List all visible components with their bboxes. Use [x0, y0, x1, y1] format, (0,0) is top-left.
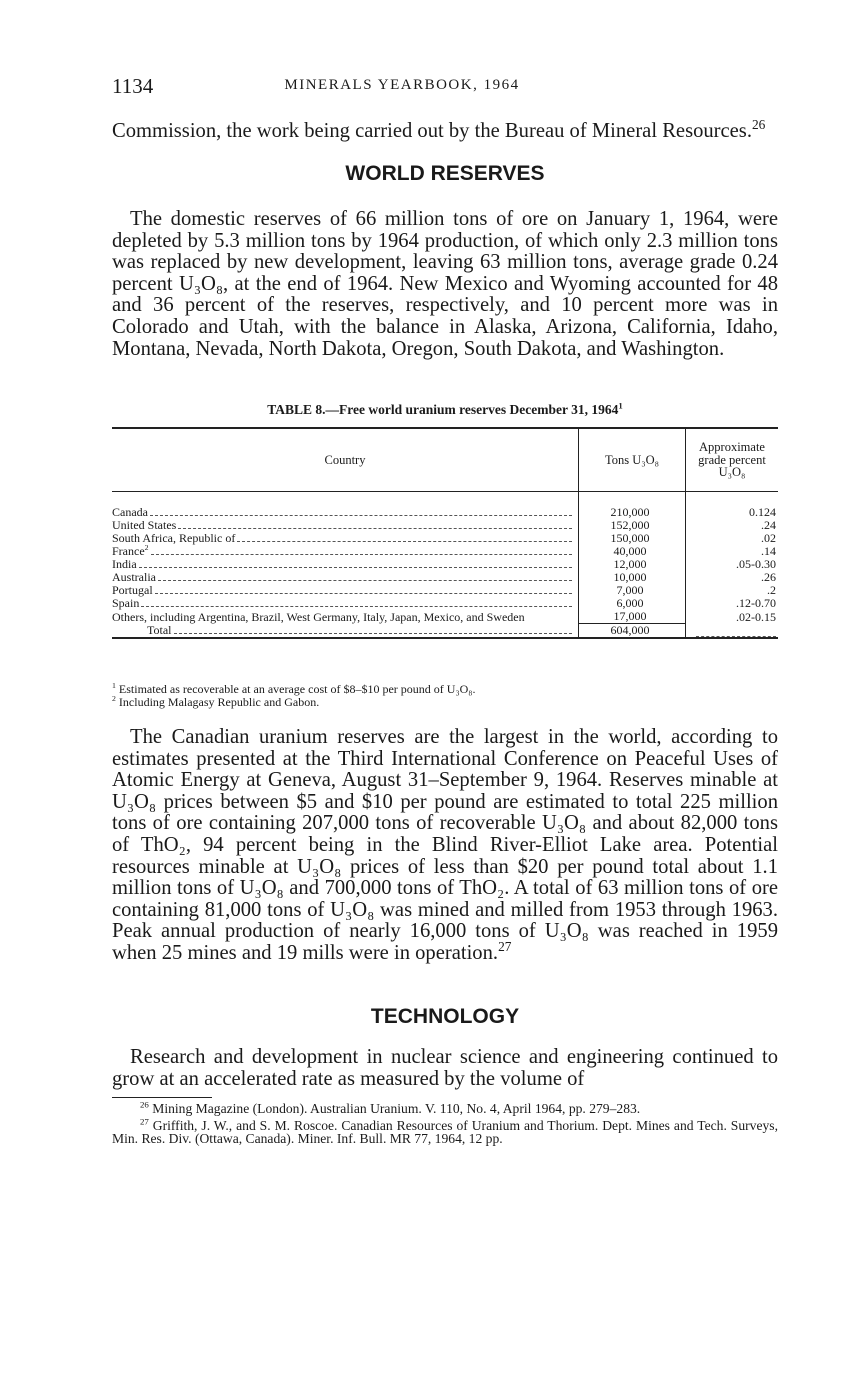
grade-value: .12-0.70: [736, 596, 776, 611]
world-reserves-paragraph: The domestic reserves of 66 million tons of ore on January 1, 1964, were depleted by 5.3 million tons by 1964 production, of which only 2.3 million tons was replaced by new development, leaving 63 million tons, average grade 0.24 percent U₃O₈, at the end of 1964. New Mexico and Wyoming accounted for 48 and 36 percent of the reserves, respectively, and 10 percent more was in Colorado and Utah, with the balance in Alaska, Arizona, California, Idaho, Montana, Nevada, North Dakota, Oregon, South Dakota, and Washington.: [112, 208, 778, 360]
footnote-ref-27: 27: [498, 939, 512, 955]
country-name: India: [112, 557, 137, 571]
grade-value: .02-0.15: [736, 609, 776, 624]
grade-value: .24: [761, 518, 776, 533]
table-row: [112, 492, 778, 520]
country-name: Canada: [112, 505, 148, 519]
grade-value: .02: [761, 531, 776, 546]
grade-value: .26: [761, 570, 776, 585]
column-header-tons: Tons U₃O₈: [579, 428, 686, 492]
row-footnote-ref: 2: [144, 543, 149, 552]
country-name: Others, including Argentina, Brazil, West Germany, Italy, Japan, Mexico, and Sweden: [112, 609, 525, 624]
tons-value: 40,000: [579, 545, 686, 558]
tons-value: 6,000: [579, 597, 686, 610]
table-notes: [112, 683, 778, 709]
footnote-ref-26: 26: [751, 117, 766, 133]
table-caption-text: TABLE 8.—Free world uranium reserves December 31, 1964: [267, 402, 619, 417]
footnote: [112, 1116, 778, 1147]
grade-value: .14: [761, 544, 776, 559]
running-title: MINERALS YEARBOOK, 1964: [284, 77, 520, 93]
table-note: [112, 696, 778, 709]
footnote-mark: 27: [140, 1116, 149, 1127]
footnote-text: Mining Magazine (London). Australian Uranium. V. 110, No. 4, April 1964, pp. 279–283.: [152, 1101, 641, 1116]
table-row: [112, 532, 778, 545]
table-row: [112, 610, 778, 623]
technology-paragraph: Research and development in nuclear science and engineering continued to grow at an accelerated rate as measured by the volume of: [112, 1046, 778, 1090]
footnote-rule: [112, 1097, 212, 1098]
grade-value: .05-0.30: [736, 557, 776, 572]
tons-value: 210,000: [579, 492, 686, 520]
column-header-country: Country: [112, 428, 579, 492]
table-row: [112, 584, 778, 597]
country-name: Portugal: [112, 583, 153, 597]
continued-paragraph: [112, 117, 778, 143]
table-row: [112, 597, 778, 610]
reserves-table: [112, 427, 778, 639]
table-note-text: Including Malagasy Republic and Gabon.: [118, 695, 320, 709]
tons-value: 7,000: [579, 584, 686, 597]
table-caption: [112, 402, 778, 418]
table-note-mark: 1: [112, 681, 116, 690]
running-head: [112, 74, 778, 100]
heading-world-reserves: WORLD RESERVES: [345, 162, 545, 185]
footnote-mark: 26: [140, 1099, 149, 1110]
page-number: 1134: [112, 74, 154, 98]
country-name: [112, 545, 149, 558]
tons-value: 17,000: [579, 610, 686, 623]
grade-value: 0.124: [749, 505, 776, 520]
table-note-mark: 2: [112, 694, 116, 703]
footnote: [112, 1099, 778, 1116]
country-name-text: France: [112, 544, 145, 558]
canada-paragraph: [112, 727, 778, 965]
grade-value: .2: [767, 583, 776, 598]
country-name: Spain: [112, 596, 140, 610]
table-row: [112, 571, 778, 584]
table-caption-footnote-ref: 1: [618, 400, 623, 411]
total-tons-value: 604,000: [579, 623, 686, 637]
column-header-grade: Approximate grade percent U₃O₈: [686, 428, 779, 492]
tons-value: 150,000: [579, 532, 686, 545]
country-name: United States: [112, 518, 177, 532]
table-note-text: Estimated as recoverable at an average cost of $8–$10 per pound of U₃O₈.: [118, 682, 476, 696]
table-row: [112, 558, 778, 571]
table-header-row: [112, 428, 778, 492]
tons-value: 152,000: [579, 519, 686, 532]
country-name: South Africa, Republic of: [112, 531, 236, 545]
total-grade-leader: [696, 626, 776, 637]
total-label: Total: [147, 622, 172, 637]
tons-value: 10,000: [579, 571, 686, 584]
tons-value: 12,000: [579, 558, 686, 571]
continued-text: Commission, the work being carried out by the Bureau of Mineral Resources.: [112, 120, 752, 142]
heading-technology: TECHNOLOGY: [370, 1005, 520, 1028]
canada-paragraph-text: The Canadian uranium reserves are the largest in the world, according to estimates presented at the Third International Conference on Peaceful Uses of Atomic Energy at Geneva, August 31–September 9, 1964. Reserves minable at U₃O₈ prices between $5 and $10 per pound are estimated to total 225 million tons of ore containing 207,000 tons of recoverable U₃O₈ and about 82,000 tons of ThO₂, 94 percent being in the Blind River-Elliot Lake area. Potential resources minable at U₃O₈ prices of less than $20 per pound total about 1.1 million tons of U₃O₈ and 700,000 tons of ThO₂. A total of 63 million tons of ore containing 81,000 tons of U₃O₈ was mined and milled from 1953 through 1963. Peak annual production of nearly 16,000 tons of U₃O₈ was reached in 1959 when 25 mines and 19 mills were in operation.: [112, 726, 778, 964]
table-row: [112, 545, 778, 558]
country-name: Australia: [112, 570, 156, 584]
footnotes: [112, 1097, 778, 1149]
table-total-row: [112, 623, 778, 637]
footnote-text: Griffith, J. W., and S. M. Roscoe. Canadian Resources of Uranium and Thorium. Dept. Mines and Tech. Surveys, Min. Res. Div. (Ottawa, Canada). Miner. Inf. Bull. MR 77, 1964, 12 pp.: [112, 1117, 778, 1147]
